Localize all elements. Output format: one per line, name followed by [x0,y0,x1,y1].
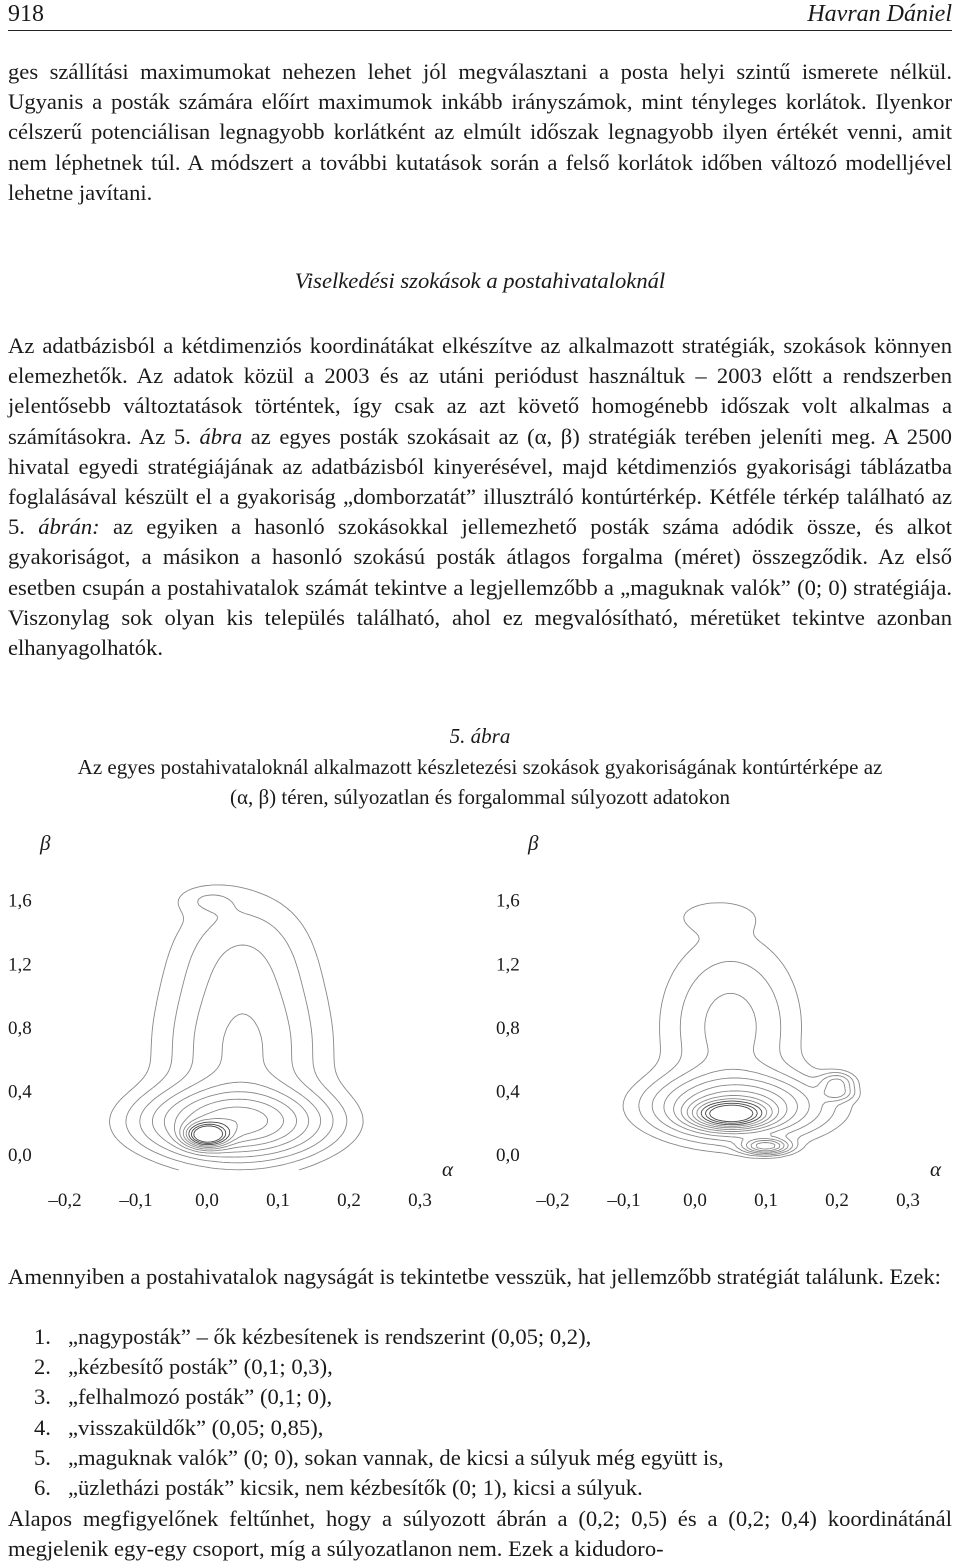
list-item-number: 5. [34,1444,51,1470]
section-title: Viselkedési szokások a postahivataloknál [294,268,666,293]
list-item [8,1473,952,1503]
y-tick-label: 1,2 [8,954,32,976]
y-tick-label: 1,6 [496,890,520,912]
y-tick-label: 0,0 [8,1145,32,1167]
figure-number: 5. ábra [449,724,511,748]
x-tick-label: 0,3 [408,1190,432,1211]
x-tick-label: 0,0 [195,1190,219,1211]
contour-line-level-1 [110,885,364,1170]
page-header [8,0,952,31]
list-item-text: „visszaküldők” (0,05; 0,85), [68,1414,324,1440]
paragraph-2-part-2: az egyes posták szokásait az (α, β) stratégiák terében jeleníti meg. A 2500 hivatal egyedi stratégiájának az adatbázisból kinyerésével, majd kétdimenziós gyakorisági táblázatba foglalásával készült el a gyakoriság „domborzatát” illusztráló kontúrtérkép. Kétféle térkép található az 5. [8,423,952,540]
y-axis-label: β [40,831,51,855]
x-tick-label: 0,2 [825,1190,849,1211]
paragraph-2 [8,331,952,663]
y-axis-label: β [528,831,539,855]
list-item-text: „maguknak valók” (0; 0), sokan vannak, de kicsi a súlyuk még együtt is, [68,1444,724,1470]
contour-line-level-6 [681,1085,787,1151]
x-tick-label: 0,3 [896,1190,920,1211]
x-tick-label: –0,2 [48,1190,82,1211]
contour-line-level-10 [189,1122,230,1145]
paragraph-3: Amennyiben a postahivatalok nagyságát is tekintetbe vesszük, hat jellemzőbb stratégiát találunk. Ezek: [8,1264,941,1289]
contour-line-level-11 [705,1103,757,1123]
y-tick-label: 0,0 [496,1145,520,1167]
x-tick-label: –0,1 [119,1190,153,1211]
contour-chart-weighted [488,820,958,1220]
contour-line-level-11 [191,1124,225,1143]
figure-reference-2: ábrán: [38,514,100,540]
x-tick-label: –0,2 [536,1190,570,1211]
y-tick-label: 1,6 [8,890,32,912]
page-number: 918 [8,1,44,27]
paragraph-2-part-1: Az adatbázisból a kétdimenziós koordinátákat elkészítve az alkalmazott stratégiák, szokások könnyen elemezhetők. Az adatok közül a 2003 és az utáni periódust használtuk – 2003 előtt a rendszerben jelentősebb változtatások történtek, így csak az azt követő homogénebb időszak volt alkalmas a számításokra. Az 5. [8,333,952,449]
list-item-text: „kézbesítő posták” (0,1; 0,3), [68,1354,333,1380]
list-item-text: „üzletházi posták” kicsik, nem kézbesítők (0; 1), kicsi a súlyuk. [68,1475,643,1501]
contour-line-level-12 [194,1126,223,1142]
y-tick-label: 0,8 [8,1017,32,1039]
y-tick-label: 1,2 [496,954,520,976]
y-tick-label: 0,8 [496,1017,520,1039]
x-tick-label: –0,1 [607,1190,641,1211]
contour-chart-unweighted [0,820,470,1220]
list-item [8,1322,952,1352]
contour-line-level-2 [126,895,347,1170]
figure-caption-line-2: (α, β) téren, súlyozatlan és forgalommal súlyozott adatokon [229,785,731,809]
x-axis-label: α [930,1157,942,1181]
list-item-text: „felhalmozó posták” (0,1; 0), [68,1384,333,1410]
strategy-list [8,1322,952,1503]
paragraph-1: ges szállítási maximumokat nehezen lehet jól megválasztani a posta helyi szintű ismerete nélkül. Ugyanis a posták számára előírt maximumok inkább irányszámok, mint tényleges korlátok. Ilyenkor célszerű potenciálisan legnagyobb korlátként az elmúlt időszak legnagyobb ilyen értékét venni, amit nem léphetnek túl. A módszert a további kutatások során a felső korlátok időben változó modelljével lehetne javítani. [8,59,952,205]
list-item [8,1413,952,1443]
list-item-number: 6. [34,1475,51,1501]
x-tick-label: 0,2 [337,1190,361,1211]
figure-caption-line-1: Az egyes postahivataloknál alkalmazott készletezési szokások gyakoriságának kontúrtérképe az [77,755,883,779]
y-tick-label: 0,4 [496,1081,520,1103]
list-item-number: 3. [34,1384,51,1410]
figure-reference-1: ábra [199,423,243,449]
list-item-number: 2. [34,1354,51,1380]
x-tick-label: 0,1 [754,1190,778,1211]
contour-line-level-1 [623,903,860,1159]
list-item [8,1382,952,1412]
contour-line-level-4 [152,1014,320,1157]
list-item-number: 4. [34,1414,51,1440]
x-tick-label: 0,0 [683,1190,707,1211]
y-tick-label: 0,4 [8,1081,32,1103]
list-item-text: „nagyposták” – ők kézbesítenek is rendszerint (0,05; 0,2), [68,1324,592,1349]
running-author: Havran Dániel [807,1,952,27]
figure-caption [0,752,960,812]
x-axis-label: α [442,1157,454,1181]
list-item-number: 1. [34,1324,51,1349]
contour-line-level-12 [710,1105,754,1122]
contour-line-level-9 [697,1099,767,1127]
paragraph-4: Alapos megfigyelőnek feltűnhet, hogy a súlyozott ábrán a (0,2; 0,5) és a (0,2; 0,4) koordinátánál megjelenik egy-egy csoport, míg a súlyozatlanon nem. Ezek a kidudoro- [8,1506,952,1562]
x-tick-label: 0,1 [266,1190,290,1211]
paragraph-2-part-3: az egyiken a hasonló szokásokkal jellemezhető posták száma adódik össze, és alkot gyakoriságot, a másikon a hasonló szokású posták átlagos forgalma (méret) összegződik. Az első esetben csupán a postahivatalok számát tekintve a legjellemzőbb a „maguknak valók” (0; 0) stratégiája. Viszonylag sok olyan kis település található, ahol ez megvalósítható, méretüket tekintve azonban elhanyagolhatók. [8,514,952,661]
list-item [8,1352,952,1382]
contour-line-level-3 [652,993,850,1155]
list-item [8,1443,952,1473]
